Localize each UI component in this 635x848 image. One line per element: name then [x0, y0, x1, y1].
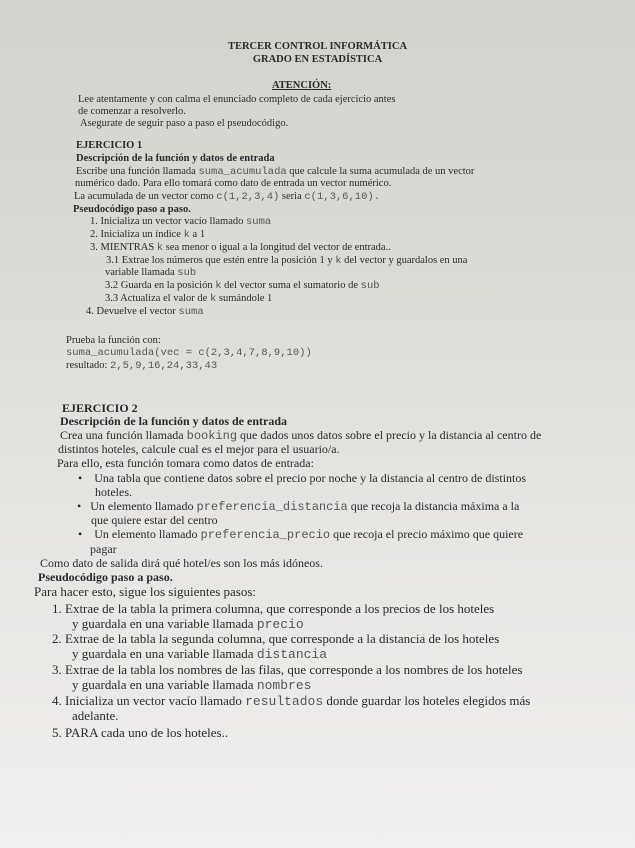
ex1-substep: 3.1 Extrae los números que estén entre la posición 1 y k del vector y guardalos en una [106, 255, 468, 267]
ex1-description: numérico dado. Para ello tomará como dato de entrada un vector numérico. [75, 178, 392, 189]
ex2-step: 2. Extrae de la tabla la segunda columna, que corresponde a la distancia de los hoteles [52, 631, 500, 646]
ex2-bullet-cont: hoteles. [95, 485, 132, 499]
ex2-pseudocode-heading: Pseudocódigo paso a paso. [38, 570, 173, 584]
title-line-2: GRADO EN ESTADÍSTICA [252, 54, 383, 65]
ex1-test-label: Prueba la función con: [66, 335, 161, 346]
ex2-step-cont: y guardala en una variable llamada nombres [72, 677, 312, 693]
ex2-bullet-cont: que quiere estar del centro [91, 513, 218, 527]
attention-line: Lee atentamente y con calma el enunciado completo de cada ejercicio antes [78, 94, 396, 105]
ex2-step-cont: y guardala en una variable llamada precio [72, 616, 304, 632]
ex2-bullet: • Un elemento llamado preferencia_precio que recoja el precio máximo que quiere [78, 527, 524, 542]
ex1-result: resultado: 2,5,9,16,24,33,43 [66, 360, 218, 372]
attention-heading: ATENCIÓN: [272, 80, 332, 91]
ex1-pseudocode-heading: Pseudocódigo paso a paso. [73, 204, 191, 215]
ex2-bullet-cont: pagar [90, 542, 117, 556]
ex1-step: 1. Inicializa un vector vacío llamado suma [90, 216, 272, 228]
ex2-step: 5. PARA cada uno de los hoteles.. [52, 725, 229, 740]
ex2-description: Para ello, esta función tomara como datos de entrada: [57, 456, 314, 470]
ex1-substep: 3.3 Actualiza el valor de k sumándole 1 [105, 293, 273, 305]
title-line-1: TERCER CONTROL INFORMÁTICA [227, 41, 408, 52]
ex2-output: Como dato de salida dirá qué hotel/es son los más idóneos. [40, 556, 323, 570]
ex1-description: La acumulada de un vector como c(1,2,3,4) seria c(1,3,6,10). [74, 191, 380, 203]
ex2-description: Crea una función llamada booking que dados unos datos sobre el precio y la distancia al centro de [60, 428, 542, 443]
ex1-description: Escribe una función llamada suma_acumulada que calcule la suma acumulada de un vector [76, 166, 475, 178]
exercise-2-title: EJERCICIO 2 [62, 401, 138, 415]
ex2-step-cont: adelante. [72, 708, 119, 723]
ex2-step: 4. Inicializa un vector vacío llamado resultados donde guardar los hoteles elegidos más [52, 693, 531, 709]
attention-line: Asegurate de seguir paso a paso el pseudocódigo. [80, 118, 289, 129]
ex2-step-cont: y guardala en una variable llamada distancia [72, 646, 328, 662]
ex2-bullet: • Una tabla que contiene datos sobre el precio por noche y la distancia al centro de distintos [78, 471, 527, 485]
ex1-substep: 3.2 Guarda en la posición k del vector suma el sumatorio de sub [105, 280, 380, 292]
ex1-substep: variable llamada sub [105, 267, 197, 279]
ex2-bullet: • Un elemento llamado preferencia_distancia que recoja la distancia máxima a la [77, 499, 520, 514]
exercise-1-title: EJERCICIO 1 [76, 140, 143, 151]
ex2-step: 1. Extrae de la tabla la primera columna, que corresponde a los precios de los hoteles [52, 601, 495, 616]
ex1-step: 2. Inicializa un índice k a 1 [90, 229, 206, 241]
ex1-step: 3. MIENTRAS k sea menor o igual a la longitud del vector de entrada.. [90, 242, 391, 254]
ex1-step: 4. Devuelve el vector suma [86, 306, 204, 318]
ex2-description: distintos hoteles, calcule cual es el mejor para el usuario/a. [58, 442, 340, 456]
exercise-2-subtitle: Descripción de la función y datos de entrada [60, 414, 288, 428]
ex2-intro: Para hacer esto, sigue los siguientes pasos: [34, 584, 257, 599]
attention-line: de comenzar a resolverlo. [78, 106, 186, 117]
ex1-test-code: suma_acumulada(vec = c(2,3,4,7,8,9,10)) [66, 347, 312, 359]
exercise-1-subtitle: Descripción de la función y datos de entrada [76, 153, 275, 164]
ex2-step: 3. Extrae de la tabla los nombres de las filas, que corresponde a los nombres de los hoteles [52, 662, 523, 677]
